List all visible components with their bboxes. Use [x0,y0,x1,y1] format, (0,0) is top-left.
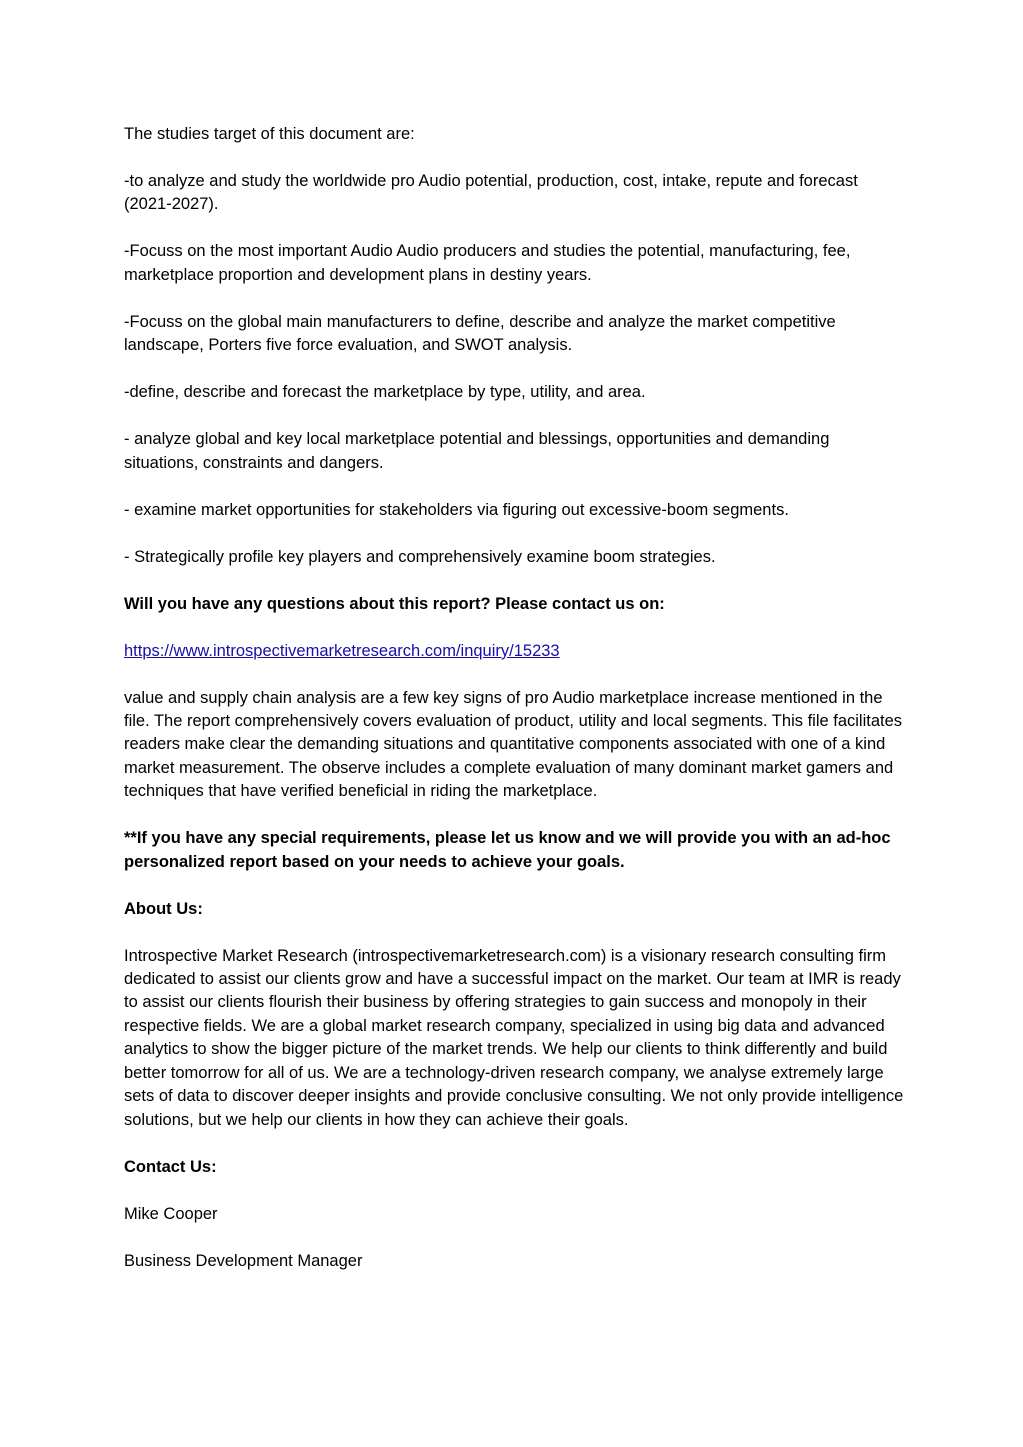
inquiry-link[interactable]: https://www.introspectivemarketresearch.com/inquiry/15233 [124,641,560,660]
about-heading: About Us: [124,899,203,918]
special-requirements-note: **If you have any special requirements, please let us know and we will provide you with an ad-hoc personalized report based on your needs to achieve your goals. [124,829,891,871]
inquiry-link-paragraph [124,640,904,663]
contact-name: Mike Cooper [124,1204,218,1223]
objective-item: - Strategically profile key players and comprehensively examine boom strategies. [124,547,716,566]
objective-item: - examine market opportunities for stakeholders via figuring out excessive-boom segments. [124,500,789,519]
objective-item: - analyze global and key local marketplace potential and blessings, opportunities and demanding situations, constraints and dangers. [124,430,830,472]
summary-paragraph: value and supply chain analysis are a few key signs of pro Audio marketplace increase mentioned in the file. The report comprehensively covers evaluation of product, utility and local segments. This file facilitates readers make clear the demanding situations and quantitative components associated with one of a kind market measurement. The observe includes a complete evaluation of many dominant market gamers and techniques that have verified beneficial in riding the marketplace. [124,688,903,801]
contact-question: Will you have any questions about this report? Please contact us on: [124,594,665,613]
document-page [124,123,904,1297]
objective-item: -define, describe and forecast the marketplace by type, utility, and area. [124,383,646,402]
contact-heading: Contact Us: [124,1157,217,1176]
objective-item: -to analyze and study the worldwide pro Audio potential, production, cost, intake, repute and forecast (2021-2027). [124,172,858,214]
about-paragraph: Introspective Market Research (introspectivemarketresearch.com) is a visionary research consulting firm dedicated to assist our clients grow and have a successful impact on the market. Our team at IMR is ready to assist our clients flourish their business by offering strategies to gain success and monopoly in their respective fields. We are a global market research company, specialized in using big data and advanced analytics to show the bigger picture of the market trends. We help our clients to think differently and build better tomorrow for all of us. We are a technology-driven research company, we analyse extremely large sets of data to discover deeper insights and provide conclusive consulting. We not only provide intelligence solutions, but we help our clients in how they can achieve their goals. [124,946,904,1129]
contact-title: Business Development Manager [124,1251,363,1270]
objective-item: -Focuss on the most important Audio Audio producers and studies the potential, manufacturing, fee, marketplace proportion and development plans in destiny years. [124,242,851,284]
intro-text: The studies target of this document are: [124,125,415,143]
objective-item: -Focuss on the global main manufacturers to define, describe and analyze the market competitive landscape, Porters five force evaluation, and SWOT analysis. [124,312,836,355]
